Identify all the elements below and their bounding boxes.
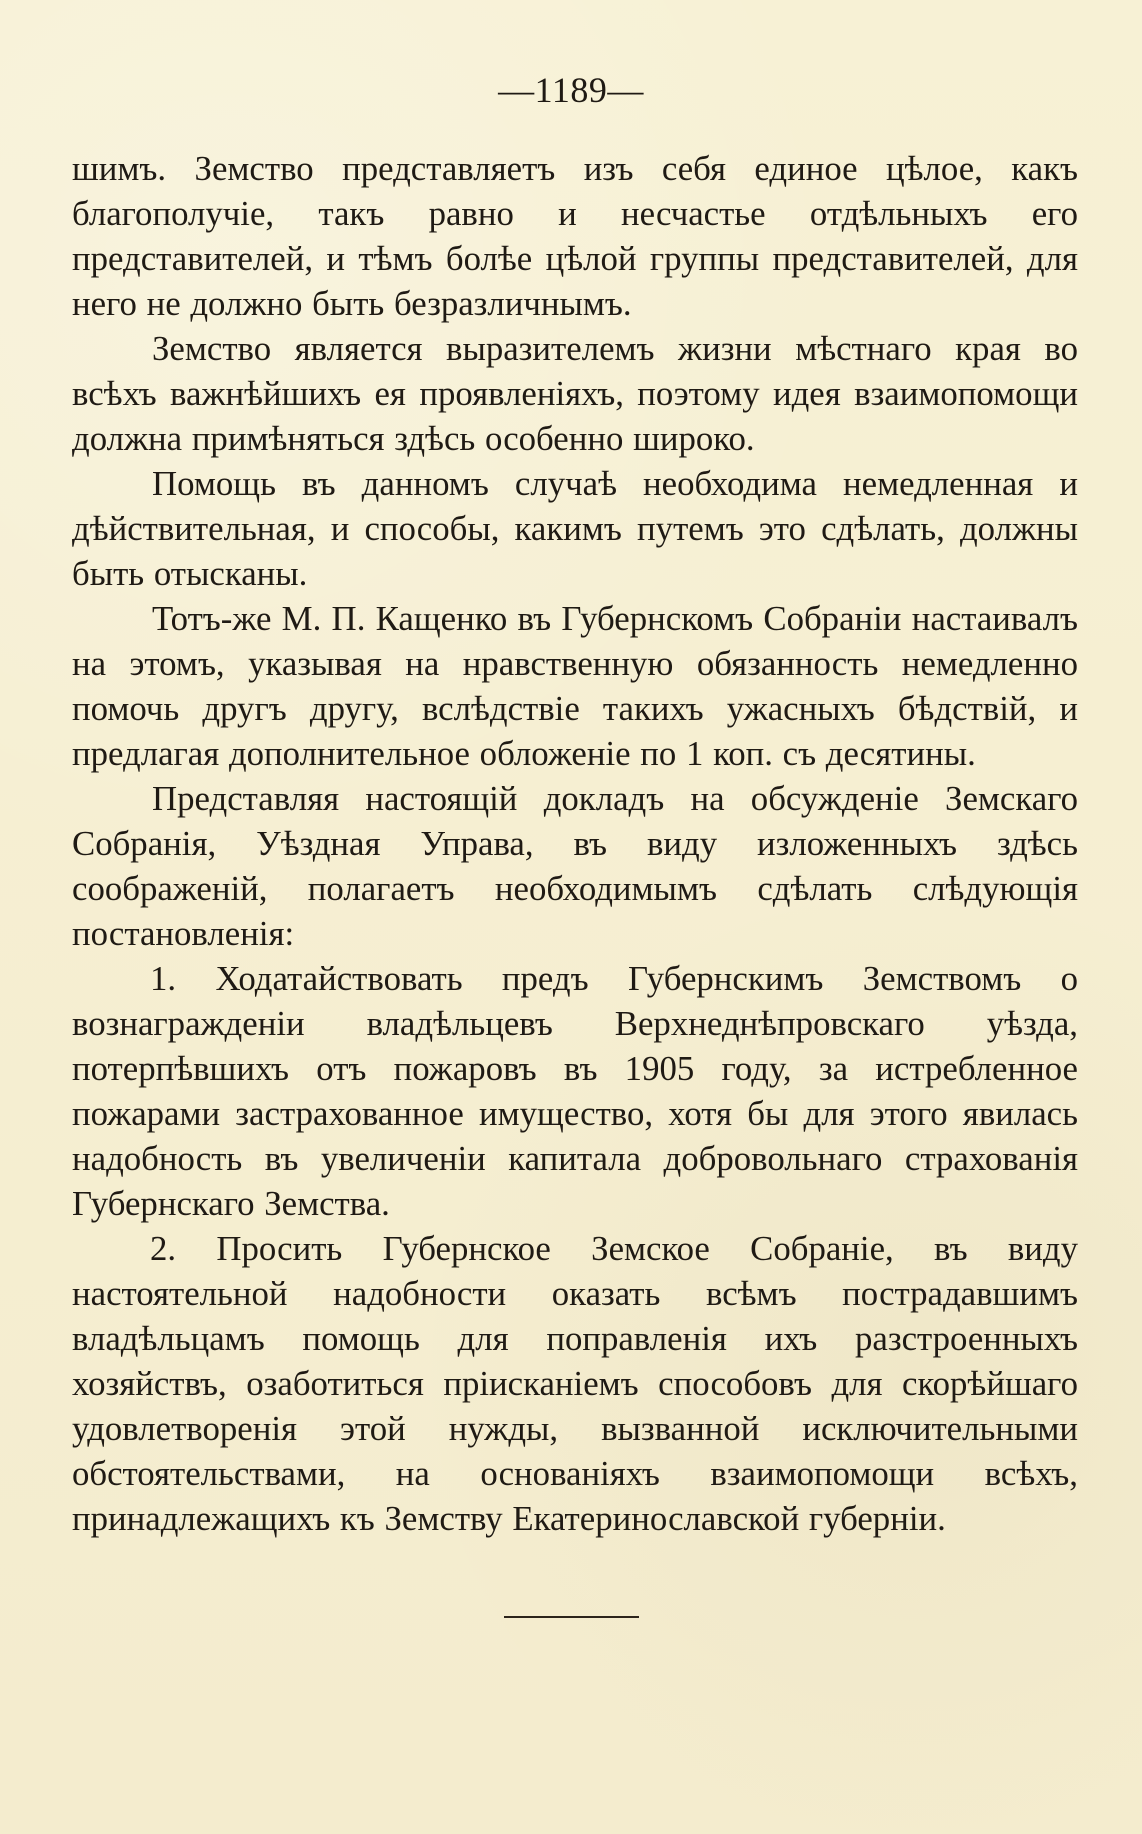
paragraph-3: Помощь въ данномъ случаѣ необходима немедленная и дѣйствительная, и способы, какимъ путемъ это сдѣлать, должны быть отысканы. [72,464,1078,593]
resolution-item-1: 1. Ходатайствовать предъ Губернскимъ Земствомъ о вознагражденіи владѣльцевъ Верхнеднѣпровскаго уѣзда, потерпѣвшихъ отъ пожаровъ въ 1905 году, за истребленное пожарами застрахованное имущество, хотя бы для этого явилась надобность въ увеличеніи капитала добровольнаго страхованія Губернскаго Земства. [72,959,1078,1223]
paragraph-2: Земство является выразителемъ жизни мѣстнаго края во всѣхъ важнѣйшихъ ея проявленіяхъ, поэтому идея взаимопомощи должна примѣняться здѣсь особенно широко. [72,329,1078,458]
document-text [72,146,1078,1541]
paragraph-4: Тотъ-же М. П. Кащенко въ Губернскомъ Собраніи настаивалъ на этомъ, указывая на нравственную обязанность немедленно помочь другъ другу, вслѣдствіе такихъ ужасныхъ бѣдствій, и предлагая дополнительное обложеніе по 1 коп. съ десятины. [72,599,1078,773]
paragraph-5: Представляя настоящій докладъ на обсужденіе Земскаго Собранія, Уѣздная Управа, въ виду изложенныхъ здѣсь соображеній, полагаетъ необходимымъ сдѣлать слѣдующія постановленія: [72,779,1078,953]
page-number: —1189— [498,70,644,110]
paragraph-1: шимъ. Земство представляетъ изъ себя единое цѣлое, какъ благополучіе, такъ равно и несчастье отдѣльныхъ его представителей, и тѣмъ болѣе цѣлой группы представителей, для него не должно быть безразличнымъ. [72,149,1078,323]
resolution-item-2: 2. Просить Губернское Земское Собраніе, въ виду настоятельной надобности оказать всѣмъ пострадавшимъ владѣльцамъ помощь для поправленія ихъ разстроенныхъ хозяйствъ, озаботиться пріисканіемъ способовъ для скорѣйшаго удовлетворенія этой нужды, вызванной исключительными обстоятельствами, на основаніяхъ взаимопомощи всѣхъ, принадлежащихъ къ Земству Екатеринославской губерніи. [72,1229,1078,1538]
closing-rule [504,1616,639,1618]
